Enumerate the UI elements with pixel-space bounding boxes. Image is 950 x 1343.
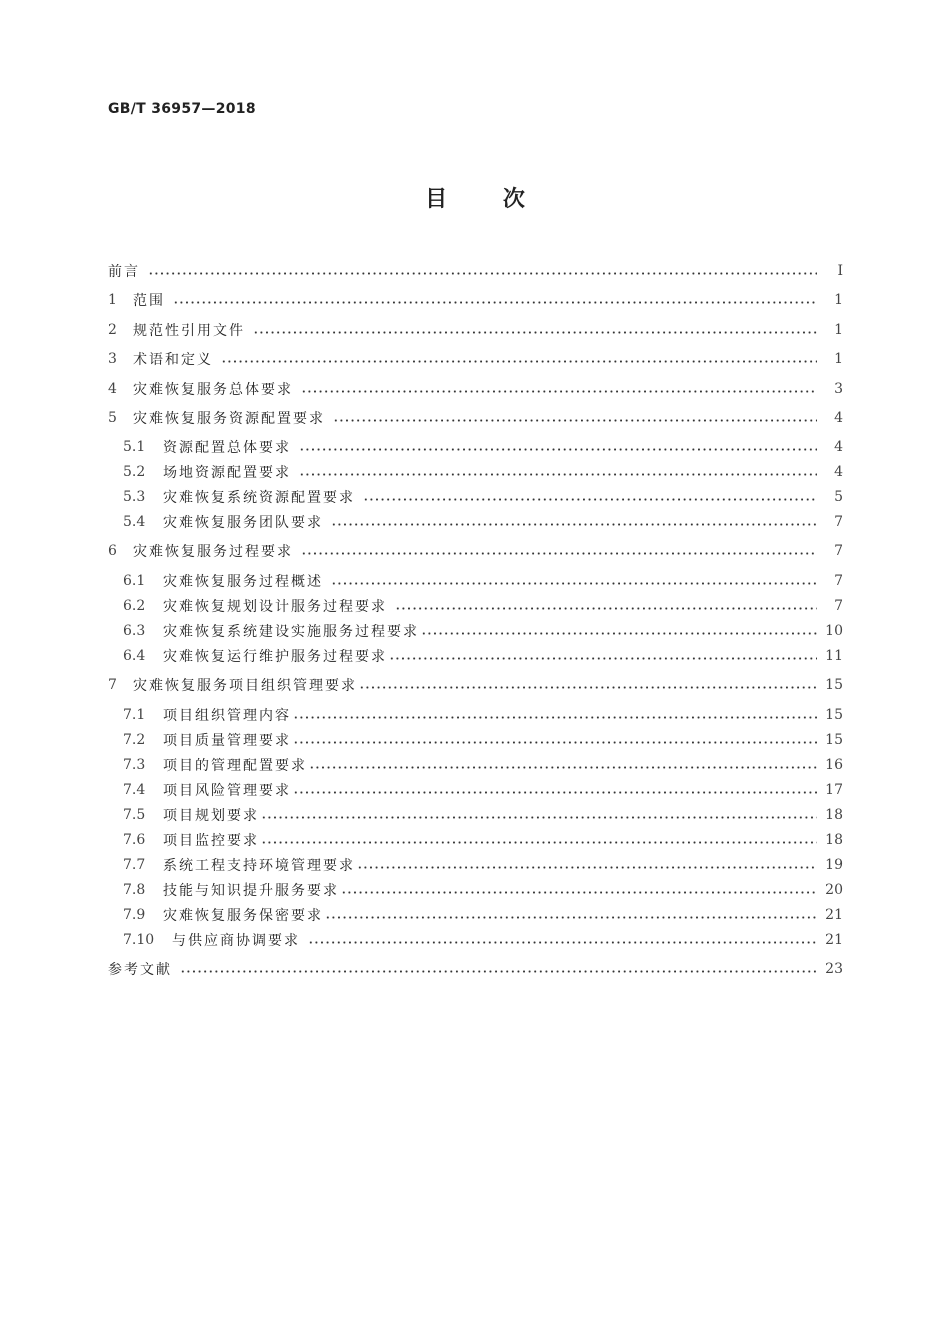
- toc-entry-title: 与供应商协调要求: [172, 933, 300, 949]
- toc-entry-number: 7.9: [123, 907, 146, 923]
- title-char: 目: [425, 187, 448, 212]
- toc-entry-title: 灾难恢复服务团队要求: [163, 515, 323, 531]
- toc-entry-page: 21: [825, 932, 843, 948]
- toc-entry-number: 7.6: [123, 832, 146, 848]
- page-title: [0, 182, 950, 213]
- dot-leader: [261, 816, 817, 819]
- toc-entry[interactable]: [108, 959, 843, 979]
- toc-entry-number: 7.3: [123, 757, 146, 773]
- toc-entry-number: 7.4: [123, 782, 146, 798]
- toc-entry-number: 5.2: [123, 464, 146, 480]
- dot-leader: [299, 473, 817, 476]
- toc-entry-page: 10: [825, 623, 843, 639]
- toc-entry-page: 16: [825, 757, 843, 773]
- toc-entry[interactable]: [108, 780, 843, 800]
- toc-entry-number: 5: [108, 410, 117, 426]
- dot-leader: [421, 632, 817, 635]
- toc-entry-title: 场地资源配置要求: [163, 465, 291, 481]
- dot-leader: [148, 272, 817, 275]
- toc-entry[interactable]: [108, 596, 843, 616]
- toc-entry-number: 6.3: [123, 623, 146, 639]
- dot-leader: [301, 390, 817, 393]
- toc-entry-title: 灾难恢复服务过程要求: [133, 544, 293, 560]
- toc-entry-page: 15: [825, 707, 843, 723]
- toc-entry-number: 7.7: [123, 857, 146, 873]
- toc-entry-number: 7.8: [123, 882, 146, 898]
- dot-leader: [293, 716, 817, 719]
- dot-leader: [293, 791, 817, 794]
- toc-entry[interactable]: [108, 855, 843, 875]
- toc-entry-number: 3: [108, 351, 117, 367]
- dot-leader: [301, 552, 817, 555]
- toc-entry-number: 7.10: [123, 932, 155, 948]
- toc-entry-page: 7: [834, 598, 843, 614]
- dot-leader: [221, 360, 817, 363]
- toc-entry[interactable]: [108, 320, 843, 340]
- toc-entry[interactable]: [108, 462, 843, 482]
- toc-entry-title: 灾难恢复服务保密要求: [163, 908, 323, 924]
- toc-entry-number: 6.4: [123, 648, 146, 664]
- toc-entry-title: 灾难恢复规划设计服务过程要求: [163, 599, 387, 615]
- toc-entry[interactable]: [108, 730, 843, 750]
- dot-leader: [331, 582, 817, 585]
- dot-leader: [363, 498, 817, 501]
- dot-leader: [357, 866, 817, 869]
- toc-entry-title: 参考文献: [108, 962, 172, 978]
- dot-leader: [389, 657, 817, 660]
- toc-entry-title: 术语和定义: [133, 352, 213, 368]
- toc-entry[interactable]: [108, 905, 843, 925]
- toc-entry[interactable]: [108, 512, 843, 532]
- toc-entry-page: 4: [834, 439, 843, 455]
- toc-entry[interactable]: [108, 290, 843, 310]
- toc-entry-page: 18: [825, 832, 843, 848]
- toc-entry-title: 前言: [108, 264, 140, 280]
- toc-entry-title: 项目质量管理要求: [163, 733, 291, 749]
- toc-entry-page: 18: [825, 807, 843, 823]
- toc-entry-number: 6: [108, 543, 117, 559]
- title-char: 次: [502, 187, 525, 212]
- toc-entry[interactable]: [108, 408, 843, 428]
- toc-entry-title: 项目的管理配置要求: [163, 758, 307, 774]
- toc-entry-page: 4: [834, 410, 843, 426]
- toc-entry-title: 灾难恢复系统资源配置要求: [163, 490, 355, 506]
- dot-leader: [299, 448, 817, 451]
- toc-entry-number: 6.2: [123, 598, 146, 614]
- dot-leader: [331, 523, 817, 526]
- toc-entry-page: 15: [825, 677, 843, 693]
- dot-leader: [308, 941, 817, 944]
- toc-entry[interactable]: [108, 261, 843, 281]
- toc-entry-number: 5.1: [123, 439, 146, 455]
- dot-leader: [173, 301, 817, 304]
- toc-entry[interactable]: [108, 541, 843, 561]
- toc-entry-page: Ⅰ: [837, 263, 843, 279]
- toc-entry-title: 项目组织管理内容: [163, 708, 291, 724]
- toc-entry-title: 项目风险管理要求: [163, 783, 291, 799]
- toc-entry-title: 项目监控要求: [163, 833, 259, 849]
- toc-entry-page: 1: [834, 322, 843, 338]
- toc-entry[interactable]: [108, 437, 843, 457]
- toc-entry[interactable]: [108, 705, 843, 725]
- toc-entry-title: 系统工程支持环境管理要求: [163, 858, 355, 874]
- dot-leader: [395, 607, 817, 610]
- toc-entry[interactable]: [108, 349, 843, 369]
- toc-entry-title: 灾难恢复服务项目组织管理要求: [133, 678, 357, 694]
- toc-entry-page: 3: [834, 381, 843, 397]
- toc-entry[interactable]: [108, 621, 843, 641]
- toc-entry-page: 1: [834, 292, 843, 308]
- toc-entry-number: 5.4: [123, 514, 146, 530]
- toc-entry-title: 灾难恢复系统建设实施服务过程要求: [163, 624, 419, 640]
- toc-entry[interactable]: [108, 379, 843, 399]
- dot-leader: [341, 891, 817, 894]
- toc-entry-page: 19: [825, 857, 843, 873]
- toc-entry-number: 5.3: [123, 489, 146, 505]
- toc-entry[interactable]: [108, 487, 843, 507]
- toc-entry[interactable]: [108, 755, 843, 775]
- dot-leader: [359, 686, 817, 689]
- toc-entry-page: 17: [825, 782, 843, 798]
- toc-entry-page: 20: [825, 882, 843, 898]
- toc-entry[interactable]: [108, 880, 843, 900]
- toc-entry-number: 7.2: [123, 732, 146, 748]
- toc-entry-number: 2: [108, 322, 117, 338]
- toc-entry[interactable]: [108, 675, 843, 695]
- toc-entry-number: 1: [108, 292, 117, 308]
- toc-entry-title: 灾难恢复服务资源配置要求: [133, 411, 325, 427]
- toc-entry-page: 11: [825, 648, 843, 664]
- toc-entry[interactable]: [108, 646, 843, 666]
- toc-entry-page: 23: [825, 961, 843, 977]
- toc-entry-number: 7: [108, 677, 117, 693]
- toc-entry-number: 4: [108, 381, 117, 397]
- toc-entry-title: 范围: [133, 293, 165, 309]
- toc-entry[interactable]: [108, 571, 843, 591]
- toc-entry-page: 15: [825, 732, 843, 748]
- toc-entry-title: 灾难恢复服务总体要求: [133, 382, 293, 398]
- toc-entry-page: 5: [834, 489, 843, 505]
- dot-leader: [309, 766, 817, 769]
- toc-entry-title: 规范性引用文件: [133, 323, 245, 339]
- toc-entry-page: 7: [834, 573, 843, 589]
- dot-leader: [261, 841, 817, 844]
- toc-entry-number: 7.5: [123, 807, 146, 823]
- toc-entry-page: 7: [834, 543, 843, 559]
- dot-leader: [293, 741, 817, 744]
- toc-entry[interactable]: [108, 805, 843, 825]
- toc-entry-title: 灾难恢复运行维护服务过程要求: [163, 649, 387, 665]
- toc-entry[interactable]: [108, 930, 843, 950]
- dot-leader: [325, 916, 817, 919]
- toc-entry-title: 技能与知识提升服务要求: [163, 883, 339, 899]
- toc-entry-page: 4: [834, 464, 843, 480]
- toc-entry-page: 7: [834, 514, 843, 530]
- toc-entry-page: 21: [825, 907, 843, 923]
- toc-entry-number: 7.1: [123, 707, 146, 723]
- standard-number: GB/T 36957—2018: [108, 101, 256, 117]
- toc-entry-title: 资源配置总体要求: [163, 440, 291, 456]
- toc-entry-title: 项目规划要求: [163, 808, 259, 824]
- toc-entry-title: 灾难恢复服务过程概述: [163, 574, 323, 590]
- dot-leader: [333, 419, 817, 422]
- dot-leader: [253, 331, 817, 334]
- dot-leader: [180, 970, 817, 973]
- toc-entry[interactable]: [108, 830, 843, 850]
- toc-entry-number: 6.1: [123, 573, 146, 589]
- toc-entry-page: 1: [834, 351, 843, 367]
